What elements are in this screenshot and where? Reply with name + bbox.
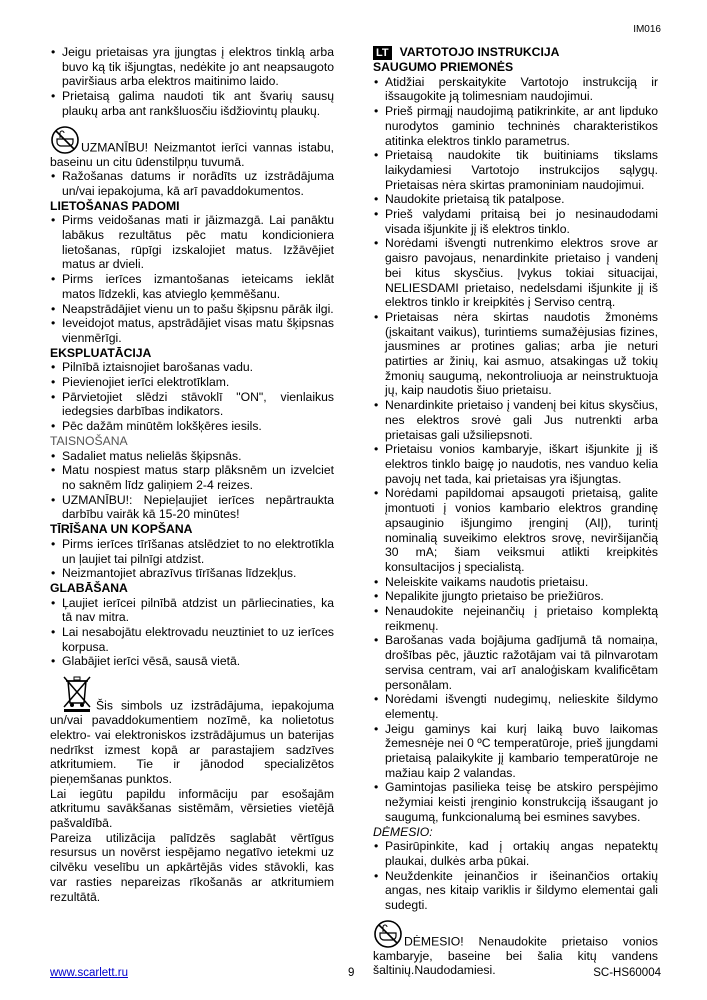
list-item: • Pēc dažām minūtēm lokšķēres iesils.	[50, 419, 334, 434]
list-item: • Neuždenkite įeinančios ir išeinančios ortakių angas, nes kitaip variklis ir šildymo elementai gali sudegti.	[373, 869, 658, 913]
language-badge: LT	[373, 46, 392, 60]
list-item: • Prietaisą galima naudoti tik ant švarių sausų plaukų arba ant rankšluosčiu išdžiovintų plaukų.	[50, 89, 334, 118]
list-item: • UZMANĪBU!: Nepieļaujiet ierīces nepārtraukta darbību vairāk kā 15-20 minūtes!	[50, 493, 334, 522]
list-item: • Naudokite prietaisą tik patalpose.	[373, 192, 658, 207]
document-code: IM016	[633, 24, 661, 35]
website-link[interactable]: www.scarlett.ru	[50, 967, 128, 979]
list-item: • Prietaisas nėra skirtas naudotis žmonėms (įskaitant vaikus), turintiems sumažėjusias fizines, jausmines ar protines galias; arba jie neturi patirties ar žinių, kai asmuo, atsakingas už tokių žmonių saugumą, nekontroliuoja ar neinstruktuoja jų, kaip naudotis šiuo prietaisu.	[373, 310, 658, 398]
bath-warning	[50, 125, 334, 170]
weee-notice	[50, 673, 334, 787]
list-item: • Pirms ierīces tīrīšanas atslēdziet to no elektrotīkla un ļaujiet tai pilnīgi atdzist.	[50, 537, 334, 566]
list-item: • Nenardinkite prietaiso į vandenį bei kitus skysčius, nes elektros srovė gali Jus nutrenkti arba prietaisas gali užsiliepsnoti.	[373, 398, 658, 442]
list-item: • Neizmantojiet abrazīvus tīrīšanas līdzekļus.	[50, 566, 334, 581]
list-item: • Barošanas vada bojājuma gadījumā tā nomaiņa, drošības pēc, jāuztic ražotājam vai tā pilnvarotam servisa centram, vai arī analoģiskam kvalificētam personālam.	[373, 633, 658, 692]
list-item: • Atidžiai perskaitykite Vartotojo instrukciją ir išsaugokite ją tolimesniam naudojimui.	[373, 75, 658, 104]
model-number: SC-HS60004	[593, 967, 661, 979]
list-item: • Prieš pirmąjį naudojimą patikrinkite, ar ant lipduko nurodytos gaminio techninės charakteristikos atitinka elektros tinklo parametrus.	[373, 104, 658, 148]
warning-text: DĖMESIO! Nenaudokite prietaiso vonios kambaryje, baseine bei šalia kitų vandens šaltinių.Naudodamiesi.	[373, 934, 658, 978]
attention-label: DĖMESIO:	[373, 824, 433, 839]
list-item: • Norėdami papildomai apsaugoti prietaisą, galite įmontuoti į vonios kambario elektros grandinę apsauginio išjungimo įrenginį (AIĮ), turintį nominalią suveikimo elektros srovę, neviršijančią 30 mA; šiam veiksmui atlikti kreipkitės konsultacijos į specialistą.	[373, 486, 658, 574]
list-item: • Pirms ierīces izmantošanas ieteicams ieklāt matos līdzekli, kas atvieglo ķemmēšanu.	[50, 272, 334, 301]
list-item: • Sadaliet matus nelielās šķipsnās.	[50, 449, 334, 464]
list-item: • Jeigu gaminys kai kurį laiką buvo laikomas žemesnėje nei 0 ºC temperatūroje, prieš įjungdami prietaisą palaikykite jį kambario temperatūroje ne mažiau kaip 2 valandas.	[373, 722, 658, 781]
section-heading: GLABĀŠANA	[50, 580, 128, 595]
no-bath-icon	[50, 125, 80, 155]
no-bath-icon	[373, 919, 403, 949]
list-item: • Lai nesabojātu elektrovadu neuztiniet to uz ierīces korpusa.	[50, 625, 334, 654]
list-item: • Gamintojas pasilieka teisę be atskiro perspėjimo nežymiai keisti įrenginio konstrukciją išsaugant jo saugumą, funkcionalumą bei esmines savybes.	[373, 780, 658, 824]
list-item: • Norėdami išvengti nudegimų, nelieskite šildymo elementų.	[373, 692, 658, 721]
list-item: • Nenaudokite nejeinančių į prietaiso komplektą reikmenų.	[373, 604, 658, 633]
section-heading: LIETOŠANAS PADOMI	[50, 198, 180, 213]
list-item: • Norėdami išvengti nutrenkimo elektros srove ar gaisro pavojaus, nenardinkite prietaiso į vandenį bei kitus skysčius. Įvykus tokiai situacijai, NELIESDAMI prietaiso, nedelsdami išjunkite jį iš elektros tinklo ir kreipkitės į Serviso centrą.	[373, 236, 658, 310]
title-text: VARTOTOJO INSTRUKCIJA	[399, 45, 560, 59]
left-column	[50, 45, 334, 904]
list-item: • Pārvietojiet slēdzi stāvoklī "ON", vienlaikus iedegsies darbības indikators.	[50, 390, 334, 419]
list-item: • Ražošanas datums ir norādīts uz izstrādājuma un/vai iepakojuma, kā arī pavaddokumentos.	[50, 169, 334, 198]
weee-text: Šis simbols uz izstrādājuma, iepakojuma un/vai pavaddokumentiem nozīmē, ka nolietotus elektro- vai elektroniskos izstrādājumus un baterijas nedrīkst izmest kopā ar parastajiem sadzīves atkritumiem. Tie ir jānodod specializētos pieņemšanas punktos.	[50, 698, 334, 786]
weee-paragraph: Pareiza utilizācija palīdzēs saglabāt vērtīgus resursus un novērst iespējamo negatīvo ietekmi uz cilvēku veselību un apkārtējās vides stāvokli, kas var rasties nepareizas rīkošanās ar atkritumiem rezultātā.	[50, 830, 334, 904]
list-item: • Nepalikite įjungto prietaiso be priežiūros.	[373, 589, 658, 604]
list-item: • Glabājiet ierīci vēsā, sausā vietā.	[50, 654, 334, 669]
list-item: • Jeigu prietaisas yra įjungtas į elektros tinklą arba buvo ką tik išjungtas, nedėkite jo ant neapsaugoto paviršiaus arba elektros maitinimo laido.	[50, 45, 334, 89]
section-heading: TAISNOŠANA	[50, 433, 128, 448]
list-item: • Pievienojiet ierīci elektrotīklam.	[50, 375, 334, 390]
page-number: 9	[348, 967, 355, 979]
list-item: • Pilnībā iztaisnojiet barošanas vadu.	[50, 360, 334, 375]
list-item: • Prieš valydami pritaisą bei jo nesinaudodami visada išjunkite jį iš elektros tinklo.	[373, 207, 658, 236]
weee-paragraph: Lai iegūtu papildu informāciju par esošajām atkritumu savākšanas sistēmām, vērsieties vietējā pašvaldībā.	[50, 786, 334, 831]
right-column	[373, 45, 658, 978]
list-item: • Pirms veidošanas mati ir jāizmazgā. Lai panāktu labākus rezultātus pēc matu kondicioniera lietošanas, rūpīgi izskalojiet matus. Izžāvējiet matus ar dvieli.	[50, 213, 334, 272]
list-item: • Matu nospiest matus starp plāksnēm un izvelciet no saknēm līdz galiņiem 2-4 reizes.	[50, 463, 334, 492]
list-item: • Neapstrādājiet vienu un to pašu šķipsnu pārāk ilgi.	[50, 302, 334, 317]
list-item: • Neleiskite vaikams naudotis prietaisu.	[373, 575, 658, 590]
page-title	[373, 45, 658, 60]
section-heading: TĪRĪŠANA UN KOPŠANA	[50, 522, 193, 537]
list-item: • Prietaisą naudokite tik buitiniams tikslams laikydamiesi Vartotojo instrukcijos sąlygų. Prietaisas nėra skirtas pramoniniam naudojimui.	[373, 148, 658, 192]
list-item: • Ieveidojot matus, apstrādājiet visas matu šķipsnas vienmērīgi.	[50, 316, 334, 345]
warning-text: UZMANĪBU! Neizmantot ierīci vannas istabu, baseinu un citu ūdenstilpņu tuvumā.	[50, 139, 334, 169]
weee-bin-icon	[60, 673, 94, 713]
list-item: • Ļaujiet ierīcei pilnībā atdzist un pārliecinaties, ka tā nav mitra.	[50, 596, 334, 625]
section-heading: EKSPLUATĀCIJA	[50, 345, 152, 360]
list-item: • Prietaisu vonios kambaryje, iškart išjunkite jį iš elektros tinklo baigę jo naudotis, nes vanduo kelia pavojų net tada, kai prietaisas yra išjungtas.	[373, 442, 658, 486]
list-item: • Pasirūpinkite, kad į ortakių angas nepatektų plaukai, dulkės arba pūkai.	[373, 839, 658, 868]
section-heading: SAUGUMO PRIEMONĖS	[373, 60, 514, 74]
